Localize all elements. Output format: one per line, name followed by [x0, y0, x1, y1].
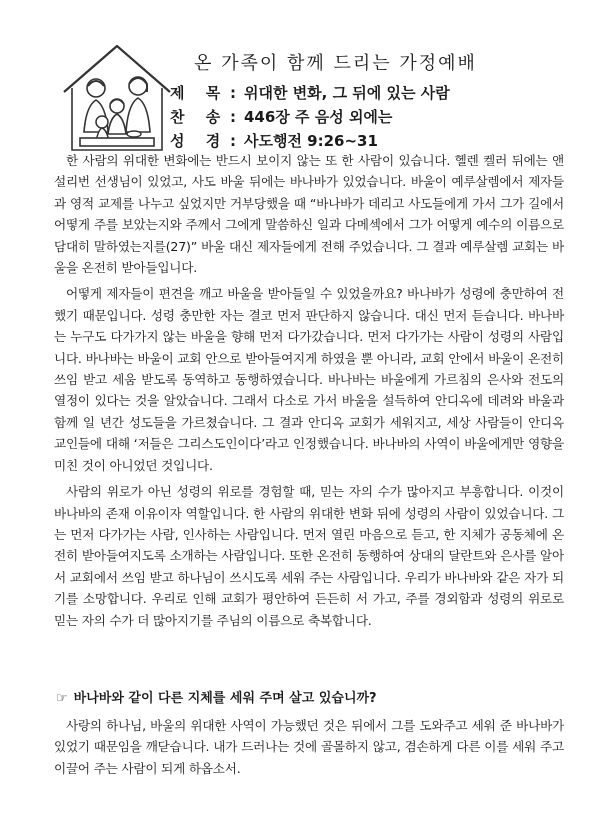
pointing-hand-icon: ☞ [56, 691, 68, 706]
hymn-value: 446장 주 음성 외에는 [244, 108, 393, 126]
prayer-text: 사랑의 하나님, 바울의 위대한 사역이 가능했던 것은 뒤에서 그를 도와주고 세워 준 바나바가 있었기 때문임을 깨닫습니다. 내가 드러나는 것에 골몰하지 않고, 겸손하게 다른 이를 세워 주고 이끌어 주는 사람이 되게 하옵소서. [54, 718, 564, 776]
reflection-question [56, 687, 377, 706]
scripture-value: 사도행전 9:26~31 [244, 132, 378, 150]
closing-prayer [54, 715, 564, 779]
hymn: 찬 송 : 446장 주 음성 외에는 [170, 108, 393, 126]
scripture: 성 경 : 사도행전 9:26~31 [170, 132, 378, 150]
page-title: 온 가족이 함께 드리는 가정예배 [194, 53, 477, 74]
paragraph: 한 사람의 위대한 변화에는 반드시 보이지 않는 또 한 사람이 있습니다. 헬렌 켈러 뒤에는 앤 설리번 선생님이 있었고, 사도 바울 뒤에는 바나바가 있었습니다. 바울이 예루살렘에서 제자들과 영적 교제를 나누고 싶었지만 거부당했을 때 “바나바가 데리고 사도들에게 가서 그가 길에서 어떻게 주를 보았는지와 주께서 그에게 말씀하신 일과 다메섹에서 그가 어떻게 예수의 이름으로 담대히 말하였는지를(27)” 바울 대신 제자들에게 전해 주었습니다. 그 결과 예루살렘 교회는 바울을 온전히 받아들입니다. [54, 153, 564, 276]
family-praying-illustration [58, 42, 176, 152]
scripture-label: 성 경 [170, 132, 229, 150]
sermon-subject: 제 목 : 위대한 변화, 그 뒤에 있는 사람 [170, 84, 450, 102]
sermon-body [54, 150, 564, 636]
worship-header [58, 42, 558, 152]
subject-label: 제 목 [170, 84, 229, 102]
paragraph: 어떻게 제자들이 편견을 깨고 바울을 받아들일 수 있었을까요? 바나바가 성령에 충만하여 전했기 때문입니다. 성령 충만한 자는 결코 먼저 판단하지 않습니다. 대신 먼저 듣습니다. 바나바는 누구도 다가가지 않는 바울을 향해 먼저 다가갔습니다. 먼저 다가가는 사람이 성령의 사람입니다. 바나바는 바울이 교회 안으로 받아들여지게 하였을 뿐 아니라, 교회 안에서 바울이 온전히 쓰임 받고 세움 받도록 동역하고 동행하였습니다. 바나바는 바울에게 가르침의 은사와 전도의 열정이 있다는 것을 알았습니다. 그래서 다소로 가서 바울을 설득하여 안디옥에 데려와 바울과 함께 일 년간 성도들을 가르쳤습니다. 그 결과 안디옥 교회가 세워지고, 세상 사람들이 안디옥 교인들에 대해 ‘저들은 그리스도인이다’라고 인정했습니다. 바나바의 사역이 바울에게만 영향을 미친 것이 아니었던 것입니다. [54, 286, 564, 473]
hymn-label: 찬 송 [170, 108, 229, 126]
question-text: 바나바와 같이 다른 지체를 세워 주며 살고 있습니까? [73, 691, 377, 706]
subject-value: 위대한 변화, 그 뒤에 있는 사람 [244, 84, 450, 102]
paragraph: 사람의 위로가 아닌 성령의 위로를 경험할 때, 믿는 자의 수가 많아지고 부흥합니다. 이것이 바나바의 존재 이유이자 역할입니다. 한 사람의 위대한 변화 뒤에 성령의 사람이 있었습니다. 그는 먼저 다가가는 사람, 인사하는 사람입니다. 먼저 열린 마음으로 듣고, 한 지체가 공동체에 온전히 받아들여지도록 소개하는 사람입니다. 또한 온전히 동행하여 상대의 달란트와 은사를 알아서 교회에서 쓰임 받고 하나님이 쓰시도록 세워 주는 사람입니다. 우리가 바나바와 같은 자가 되기를 소망합니다. 우리로 인해 교회가 평안하여 든든히 서 가고, 주를 경외함과 성령의 위로로 믿는 자의 수가 더 많아지기를 주님의 이름으로 축복합니다. [54, 484, 564, 628]
